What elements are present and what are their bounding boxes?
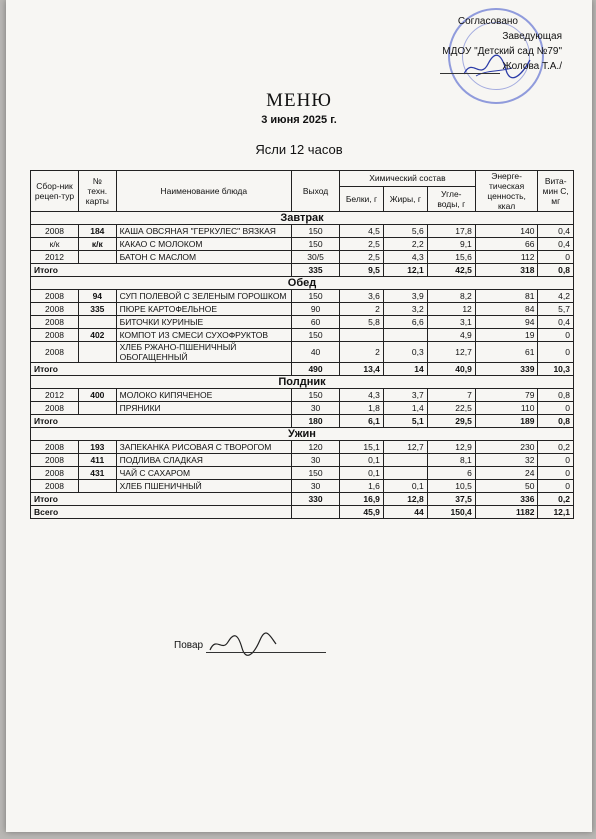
cell-card: [79, 480, 117, 493]
cell-carbs: 12,9: [427, 441, 475, 454]
cell-yield: 60: [292, 316, 340, 329]
table-row: [31, 389, 574, 402]
approval-org: МДОУ "Детский сад №79": [442, 46, 562, 57]
table-row: [31, 238, 574, 251]
cell-fat: 0,3: [383, 342, 427, 363]
cell-protein: 0,1: [340, 454, 384, 467]
total-yield: 330: [292, 493, 340, 506]
cell-fat: 6,6: [383, 316, 427, 329]
cell-dish: БИТОЧКИ КУРИНЫЕ: [116, 316, 291, 329]
header-dish: Наименование блюда: [116, 171, 291, 212]
total-energy: 189: [475, 415, 538, 428]
cell-fat: 1,4: [383, 402, 427, 415]
cell-collection: 2008: [31, 441, 79, 454]
approval-block: [412, 14, 562, 74]
cell-card: 94: [79, 290, 117, 303]
cell-card: [79, 342, 117, 363]
cell-energy: 66: [475, 238, 538, 251]
total-yield: 490: [292, 363, 340, 376]
cell-card: 402: [79, 329, 117, 342]
grand-total-protein: 45,9: [340, 506, 384, 519]
cell-vitc: 0,4: [538, 225, 574, 238]
total-energy: 336: [475, 493, 538, 506]
cell-card: 431: [79, 467, 117, 480]
total-label: Итого: [31, 493, 292, 506]
total-fat: 12,8: [383, 493, 427, 506]
section-header: [31, 277, 574, 290]
menu-table: [30, 170, 574, 519]
cell-protein: 5,8: [340, 316, 384, 329]
document-date: 3 июня 2025 г.: [261, 114, 337, 126]
total-protein: 13,4: [340, 363, 384, 376]
total-row: [31, 415, 574, 428]
approval-position: Заведующая: [502, 31, 562, 42]
cell-card: 184: [79, 225, 117, 238]
cell-energy: 50: [475, 480, 538, 493]
cell-dish: ЗАПЕКАНКА РИСОВАЯ С ТВОРОГОМ: [116, 441, 291, 454]
cell-dish: СУП ПОЛЕВОЙ С ЗЕЛЕНЫМ ГОРОШКОМ: [116, 290, 291, 303]
total-carbs: 40,9: [427, 363, 475, 376]
cell-yield: 40: [292, 342, 340, 363]
cell-energy: 140: [475, 225, 538, 238]
cell-energy: 230: [475, 441, 538, 454]
total-label: Итого: [31, 264, 292, 277]
total-carbs: 29,5: [427, 415, 475, 428]
table-row: [31, 454, 574, 467]
cell-yield: 120: [292, 441, 340, 454]
table-row: [31, 467, 574, 480]
grand-total-label: Всего: [31, 506, 292, 519]
grand-total-row: [31, 506, 574, 519]
cell-fat: 3,9: [383, 290, 427, 303]
cell-card: [79, 316, 117, 329]
cell-vitc: 0: [538, 454, 574, 467]
header-energy: Энерге-тическая ценность, ккал: [475, 171, 538, 212]
cell-energy: 81: [475, 290, 538, 303]
cell-vitc: 0: [538, 402, 574, 415]
cell-protein: 2,5: [340, 251, 384, 264]
cell-vitc: 0,4: [538, 316, 574, 329]
total-row: [31, 493, 574, 506]
cell-carbs: 9,1: [427, 238, 475, 251]
cell-protein: 2: [340, 342, 384, 363]
grand-total-energy: 1182: [475, 506, 538, 519]
cell-dish: ХЛЕБ ПШЕНИЧНЫЙ: [116, 480, 291, 493]
table-row: [31, 342, 574, 363]
grand-total-fat: 44: [383, 506, 427, 519]
total-label: Итого: [31, 415, 292, 428]
cell-energy: 110: [475, 402, 538, 415]
total-energy: 318: [475, 264, 538, 277]
cell-collection: 2008: [31, 225, 79, 238]
section-header: [31, 428, 574, 441]
cell-collection: 2012: [31, 389, 79, 402]
cell-yield: 30: [292, 454, 340, 467]
cell-energy: 84: [475, 303, 538, 316]
cell-carbs: 12,7: [427, 342, 475, 363]
cell-protein: 1,6: [340, 480, 384, 493]
section-title: Обед: [31, 277, 574, 290]
cell-collection: 2008: [31, 290, 79, 303]
cell-protein: 4,3: [340, 389, 384, 402]
menu-body: [31, 212, 574, 519]
cell-protein: 1,8: [340, 402, 384, 415]
cell-dish: ХЛЕБ РЖАНО-ПШЕНИЧНЫЙ ОБОГАЩЕННЫЙ: [116, 342, 291, 363]
cell-dish: ЧАЙ С САХАРОМ: [116, 467, 291, 480]
cell-protein: [340, 329, 384, 342]
cell-dish: ПЮРЕ КАРТОФЕЛЬНОЕ: [116, 303, 291, 316]
grand-total-vitc: 12,1: [538, 506, 574, 519]
cell-protein: 2: [340, 303, 384, 316]
header-carbs: Угле-воды, г: [427, 186, 475, 211]
total-row: [31, 363, 574, 376]
section-header: [31, 376, 574, 389]
total-carbs: 42,5: [427, 264, 475, 277]
cell-card: к/к: [79, 238, 117, 251]
table-row: [31, 329, 574, 342]
cell-carbs: 3,1: [427, 316, 475, 329]
cell-dish: ПРЯНИКИ: [116, 402, 291, 415]
cell-energy: 61: [475, 342, 538, 363]
header-fat: Жиры, г: [383, 186, 427, 211]
total-vitc: 10,3: [538, 363, 574, 376]
cell-collection: 2008: [31, 480, 79, 493]
cell-dish: КАША ОВСЯНАЯ "ГЕРКУЛЕС" ВЯЗКАЯ: [116, 225, 291, 238]
cell-fat: 3,2: [383, 303, 427, 316]
cell-dish: КАКАО С МОЛОКОМ: [116, 238, 291, 251]
total-protein: 16,9: [340, 493, 384, 506]
table-row: [31, 290, 574, 303]
cell-carbs: 8,2: [427, 290, 475, 303]
cell-protein: 0,1: [340, 467, 384, 480]
cell-protein: 15,1: [340, 441, 384, 454]
header-yield: Выход: [292, 171, 340, 212]
cell-collection: 2008: [31, 329, 79, 342]
table-row: [31, 303, 574, 316]
cell-carbs: 6: [427, 467, 475, 480]
cell-yield: 30: [292, 402, 340, 415]
total-protein: 6,1: [340, 415, 384, 428]
cell-fat: [383, 467, 427, 480]
section-title: Ужин: [31, 428, 574, 441]
total-energy: 339: [475, 363, 538, 376]
cell-vitc: 0: [538, 251, 574, 264]
cell-carbs: 12: [427, 303, 475, 316]
cell-collection: 2012: [31, 251, 79, 264]
total-yield: 335: [292, 264, 340, 277]
cell-carbs: 4,9: [427, 329, 475, 342]
cell-energy: 24: [475, 467, 538, 480]
cell-fat: 2,2: [383, 238, 427, 251]
cell-carbs: 7: [427, 389, 475, 402]
cell-protein: 2,5: [340, 238, 384, 251]
header-vitc: Вита-мин С, мг: [538, 171, 574, 212]
cell-collection: 2008: [31, 316, 79, 329]
cell-carbs: 22,5: [427, 402, 475, 415]
table-row: [31, 251, 574, 264]
cell-yield: 150: [292, 225, 340, 238]
total-fat: 12,1: [383, 264, 427, 277]
header-protein: Белки, г: [340, 186, 384, 211]
cell-dish: ПОДЛИВА СЛАДКАЯ: [116, 454, 291, 467]
cell-yield: 150: [292, 467, 340, 480]
approval-sign-line: [440, 73, 500, 74]
cell-protein: 4,5: [340, 225, 384, 238]
table-row: [31, 480, 574, 493]
document-group: Ясли 12 часов: [255, 142, 343, 157]
cell-card: 193: [79, 441, 117, 454]
cell-yield: 90: [292, 303, 340, 316]
cell-yield: 150: [292, 290, 340, 303]
cell-fat: 3,7: [383, 389, 427, 402]
header-chem: Химический состав: [340, 171, 476, 187]
grand-total-carbs: 150,4: [427, 506, 475, 519]
cell-collection: 2008: [31, 303, 79, 316]
cell-yield: 30/5: [292, 251, 340, 264]
table-row: [31, 316, 574, 329]
table-row: [31, 225, 574, 238]
cell-carbs: 17,8: [427, 225, 475, 238]
cell-vitc: 0,8: [538, 389, 574, 402]
cell-carbs: 10,5: [427, 480, 475, 493]
cell-dish: КОМПОТ ИЗ СМЕСИ СУХОФРУКТОВ: [116, 329, 291, 342]
cell-fat: 12,7: [383, 441, 427, 454]
cell-dish: МОЛОКО КИПЯЧЕНОЕ: [116, 389, 291, 402]
cell-yield: 150: [292, 329, 340, 342]
header-card: № техн. карты: [79, 171, 117, 212]
cell-carbs: 15,6: [427, 251, 475, 264]
cell-vitc: 0,4: [538, 238, 574, 251]
cell-carbs: 8,1: [427, 454, 475, 467]
total-label: Итого: [31, 363, 292, 376]
cell-card: [79, 251, 117, 264]
total-vitc: 0,2: [538, 493, 574, 506]
table-row: [31, 441, 574, 454]
section-title: Завтрак: [31, 212, 574, 225]
total-vitc: 0,8: [538, 415, 574, 428]
cook-sign-line: [206, 652, 326, 653]
cell-fat: 4,3: [383, 251, 427, 264]
cell-vitc: 0,2: [538, 441, 574, 454]
cell-collection: 2008: [31, 342, 79, 363]
cell-collection: 2008: [31, 402, 79, 415]
approval-title: Согласовано: [457, 16, 518, 27]
cell-collection: 2008: [31, 467, 79, 480]
cell-yield: 150: [292, 238, 340, 251]
cell-fat: [383, 454, 427, 467]
cell-energy: 94: [475, 316, 538, 329]
cell-vitc: 0: [538, 467, 574, 480]
cell-energy: 112: [475, 251, 538, 264]
grand-total-yield: [292, 506, 340, 519]
cook-label: Повар: [174, 640, 204, 651]
total-row: [31, 264, 574, 277]
cell-fat: [383, 329, 427, 342]
cell-vitc: 0: [538, 329, 574, 342]
cell-card: 411: [79, 454, 117, 467]
table-row: [31, 402, 574, 415]
document-title: МЕНЮ: [266, 90, 332, 111]
total-vitc: 0,8: [538, 264, 574, 277]
cell-dish: БАТОН С МАСЛОМ: [116, 251, 291, 264]
cell-vitc: 0: [538, 342, 574, 363]
cell-vitc: 0: [538, 480, 574, 493]
cell-collection: к/к: [31, 238, 79, 251]
cell-collection: 2008: [31, 454, 79, 467]
cell-yield: 30: [292, 480, 340, 493]
total-protein: 9,5: [340, 264, 384, 277]
cell-yield: 150: [292, 389, 340, 402]
total-fat: 5,1: [383, 415, 427, 428]
total-yield: 180: [292, 415, 340, 428]
section-title: Полдник: [31, 376, 574, 389]
section-header: [31, 212, 574, 225]
cell-fat: 0,1: [383, 480, 427, 493]
cell-energy: 79: [475, 389, 538, 402]
cell-vitc: 4,2: [538, 290, 574, 303]
cell-protein: 3,6: [340, 290, 384, 303]
document-sheet: [6, 0, 592, 832]
cell-fat: 5,6: [383, 225, 427, 238]
cell-vitc: 5,7: [538, 303, 574, 316]
cell-card: [79, 402, 117, 415]
cell-card: 400: [79, 389, 117, 402]
total-fat: 14: [383, 363, 427, 376]
header-collection: Сбор-ник рецеп-тур: [31, 171, 79, 212]
cell-energy: 19: [475, 329, 538, 342]
total-carbs: 37,5: [427, 493, 475, 506]
approval-name: Жолова Т.А./: [502, 61, 562, 72]
cell-card: 335: [79, 303, 117, 316]
cell-energy: 32: [475, 454, 538, 467]
